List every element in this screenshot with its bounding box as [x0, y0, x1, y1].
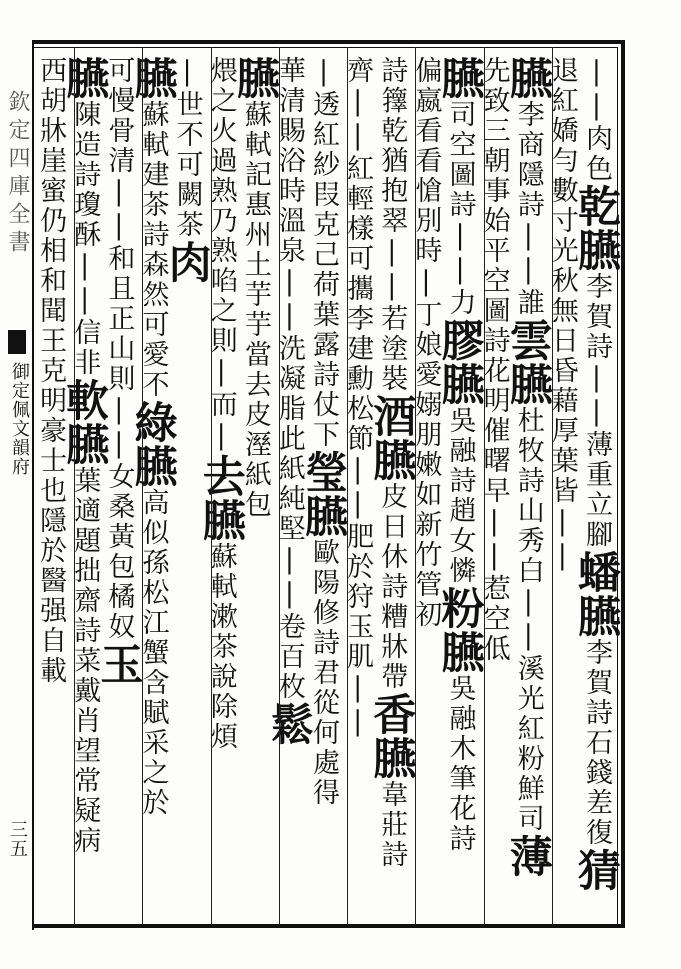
text-column	[410, 56, 448, 922]
headword: 乾臙	[570, 184, 621, 272]
text-column	[342, 56, 380, 922]
column-text: 玉肌||	[342, 612, 374, 740]
column-text: |透紅紗叚克己荷葉露詩仗下	[308, 56, 340, 450]
column-text: 煨之火過熟乃熟啗之則|而|	[205, 56, 237, 454]
text-column	[502, 56, 553, 922]
column-text: 西胡牀崖蜜仍相和	[35, 56, 67, 296]
headword: 鬆	[263, 702, 314, 746]
column-text: 葉適題拙齋詩菜戴肖望常疑病	[69, 466, 101, 856]
column-text: 歐陽修詩君從何處得	[308, 538, 340, 808]
column-text: 杜牧詩山秀白||溪光紅粉鮮司	[512, 406, 544, 834]
text-column	[570, 56, 621, 922]
book-title: 御定佩文韻府	[9, 362, 30, 476]
fish-tail-mark-icon	[8, 330, 26, 354]
column-text: 松節||肥於狩	[342, 394, 374, 612]
column-text: 李賀詩石錢差復	[580, 638, 612, 848]
column-rule	[552, 47, 553, 924]
text-column	[229, 56, 280, 922]
page-number: 三五	[7, 820, 28, 858]
headword: 瑩臙	[298, 450, 349, 538]
column-text: 可慢骨清||和且正	[103, 56, 135, 334]
headword: 香臙	[366, 692, 417, 780]
column-text: 韋莊詩	[376, 780, 408, 870]
headword: 肉	[161, 240, 212, 284]
column-text: 勻數寸光秋無日昏	[546, 146, 578, 386]
headword: 玉	[93, 642, 144, 686]
text-column	[298, 56, 349, 922]
column-text: 皮日休詩糟牀帶	[376, 482, 408, 692]
column-text: 先致三朝事始平	[478, 56, 510, 266]
column-text: 司空圖詩||力	[444, 100, 476, 318]
column-rule	[415, 47, 416, 924]
column-text: 齊||紅輕樣可攜李建勳	[342, 56, 374, 394]
headword: 猜	[570, 848, 621, 892]
column-text: ||肉色	[580, 56, 612, 184]
headword: 去臙	[195, 454, 246, 542]
column-text: 退紅嬌	[546, 56, 578, 146]
column-rule	[279, 47, 280, 924]
headword: 臙	[502, 56, 553, 100]
column-text: |世不可闕茶	[171, 56, 203, 240]
column-text: 李商隱詩||誰	[512, 100, 544, 318]
column-text: 藉厚葉皆||	[546, 386, 578, 574]
text-column	[127, 56, 178, 922]
column-text: 山則||女桑黃包橘奴	[103, 334, 135, 642]
text-column	[195, 56, 246, 922]
text-column	[35, 56, 73, 922]
text-column	[366, 56, 417, 922]
text-column	[161, 56, 212, 922]
column-text: |丁娘愛嫋朋	[410, 266, 442, 450]
headword: 膠臙	[434, 318, 485, 406]
headword: 蟠臙	[570, 550, 621, 638]
column-text: 華清賜浴時溫泉||洗凝脂	[273, 56, 305, 424]
headword: 酒臙	[366, 394, 417, 482]
column-rule	[484, 47, 485, 924]
text-column	[434, 56, 485, 922]
column-text: 聞王克明豪士也隱於醫强自載	[35, 296, 67, 686]
headword: 臙	[59, 56, 110, 100]
text-column	[93, 56, 144, 922]
column-text: 吳融木筆花詩	[444, 674, 476, 854]
column-text: 高似孫松江蟹含賦采之於	[137, 488, 169, 818]
column-rule	[142, 47, 143, 924]
column-text: 吳融詩趙女憐	[444, 406, 476, 586]
headword: 臙	[434, 56, 485, 100]
column-rule	[211, 47, 212, 924]
column-text: 詩籜乾猶抱翠||若塗裝	[376, 56, 408, 394]
column-text: 此紙純堅||卷百枚	[273, 424, 305, 702]
column-text: 空圖詩花明催曙早||惹空低	[478, 266, 510, 664]
headword: 綠臙	[127, 400, 178, 488]
headword: 粉臙	[434, 586, 485, 674]
text-column	[478, 56, 517, 922]
column-text: 蘇軾漱茶說除煩	[205, 542, 237, 752]
margin-header: 欽定四庫全書	[5, 90, 30, 258]
headword: 薄	[502, 834, 553, 878]
headword: 軟臙	[59, 378, 110, 466]
text-column	[59, 56, 110, 922]
column-rule	[74, 47, 75, 924]
column-text: 陳造詩瓊酥||信非	[69, 100, 101, 378]
text-column	[263, 56, 314, 922]
column-text: 李賀詩||薄重立腳	[580, 272, 612, 550]
column-text: 蘇軾建茶詩森然可愛不	[137, 100, 169, 400]
text-column	[546, 56, 585, 922]
column-text: 蘇軾記惠州土芋芋當去皮溼紙包	[239, 100, 271, 520]
headword: 臙	[229, 56, 280, 100]
headword: 雲臙	[502, 318, 553, 406]
column-text: 偏嬴看看愴別時	[410, 56, 442, 266]
headword: 臙	[127, 56, 178, 100]
column-text: 嫩如新竹管初	[410, 450, 442, 630]
